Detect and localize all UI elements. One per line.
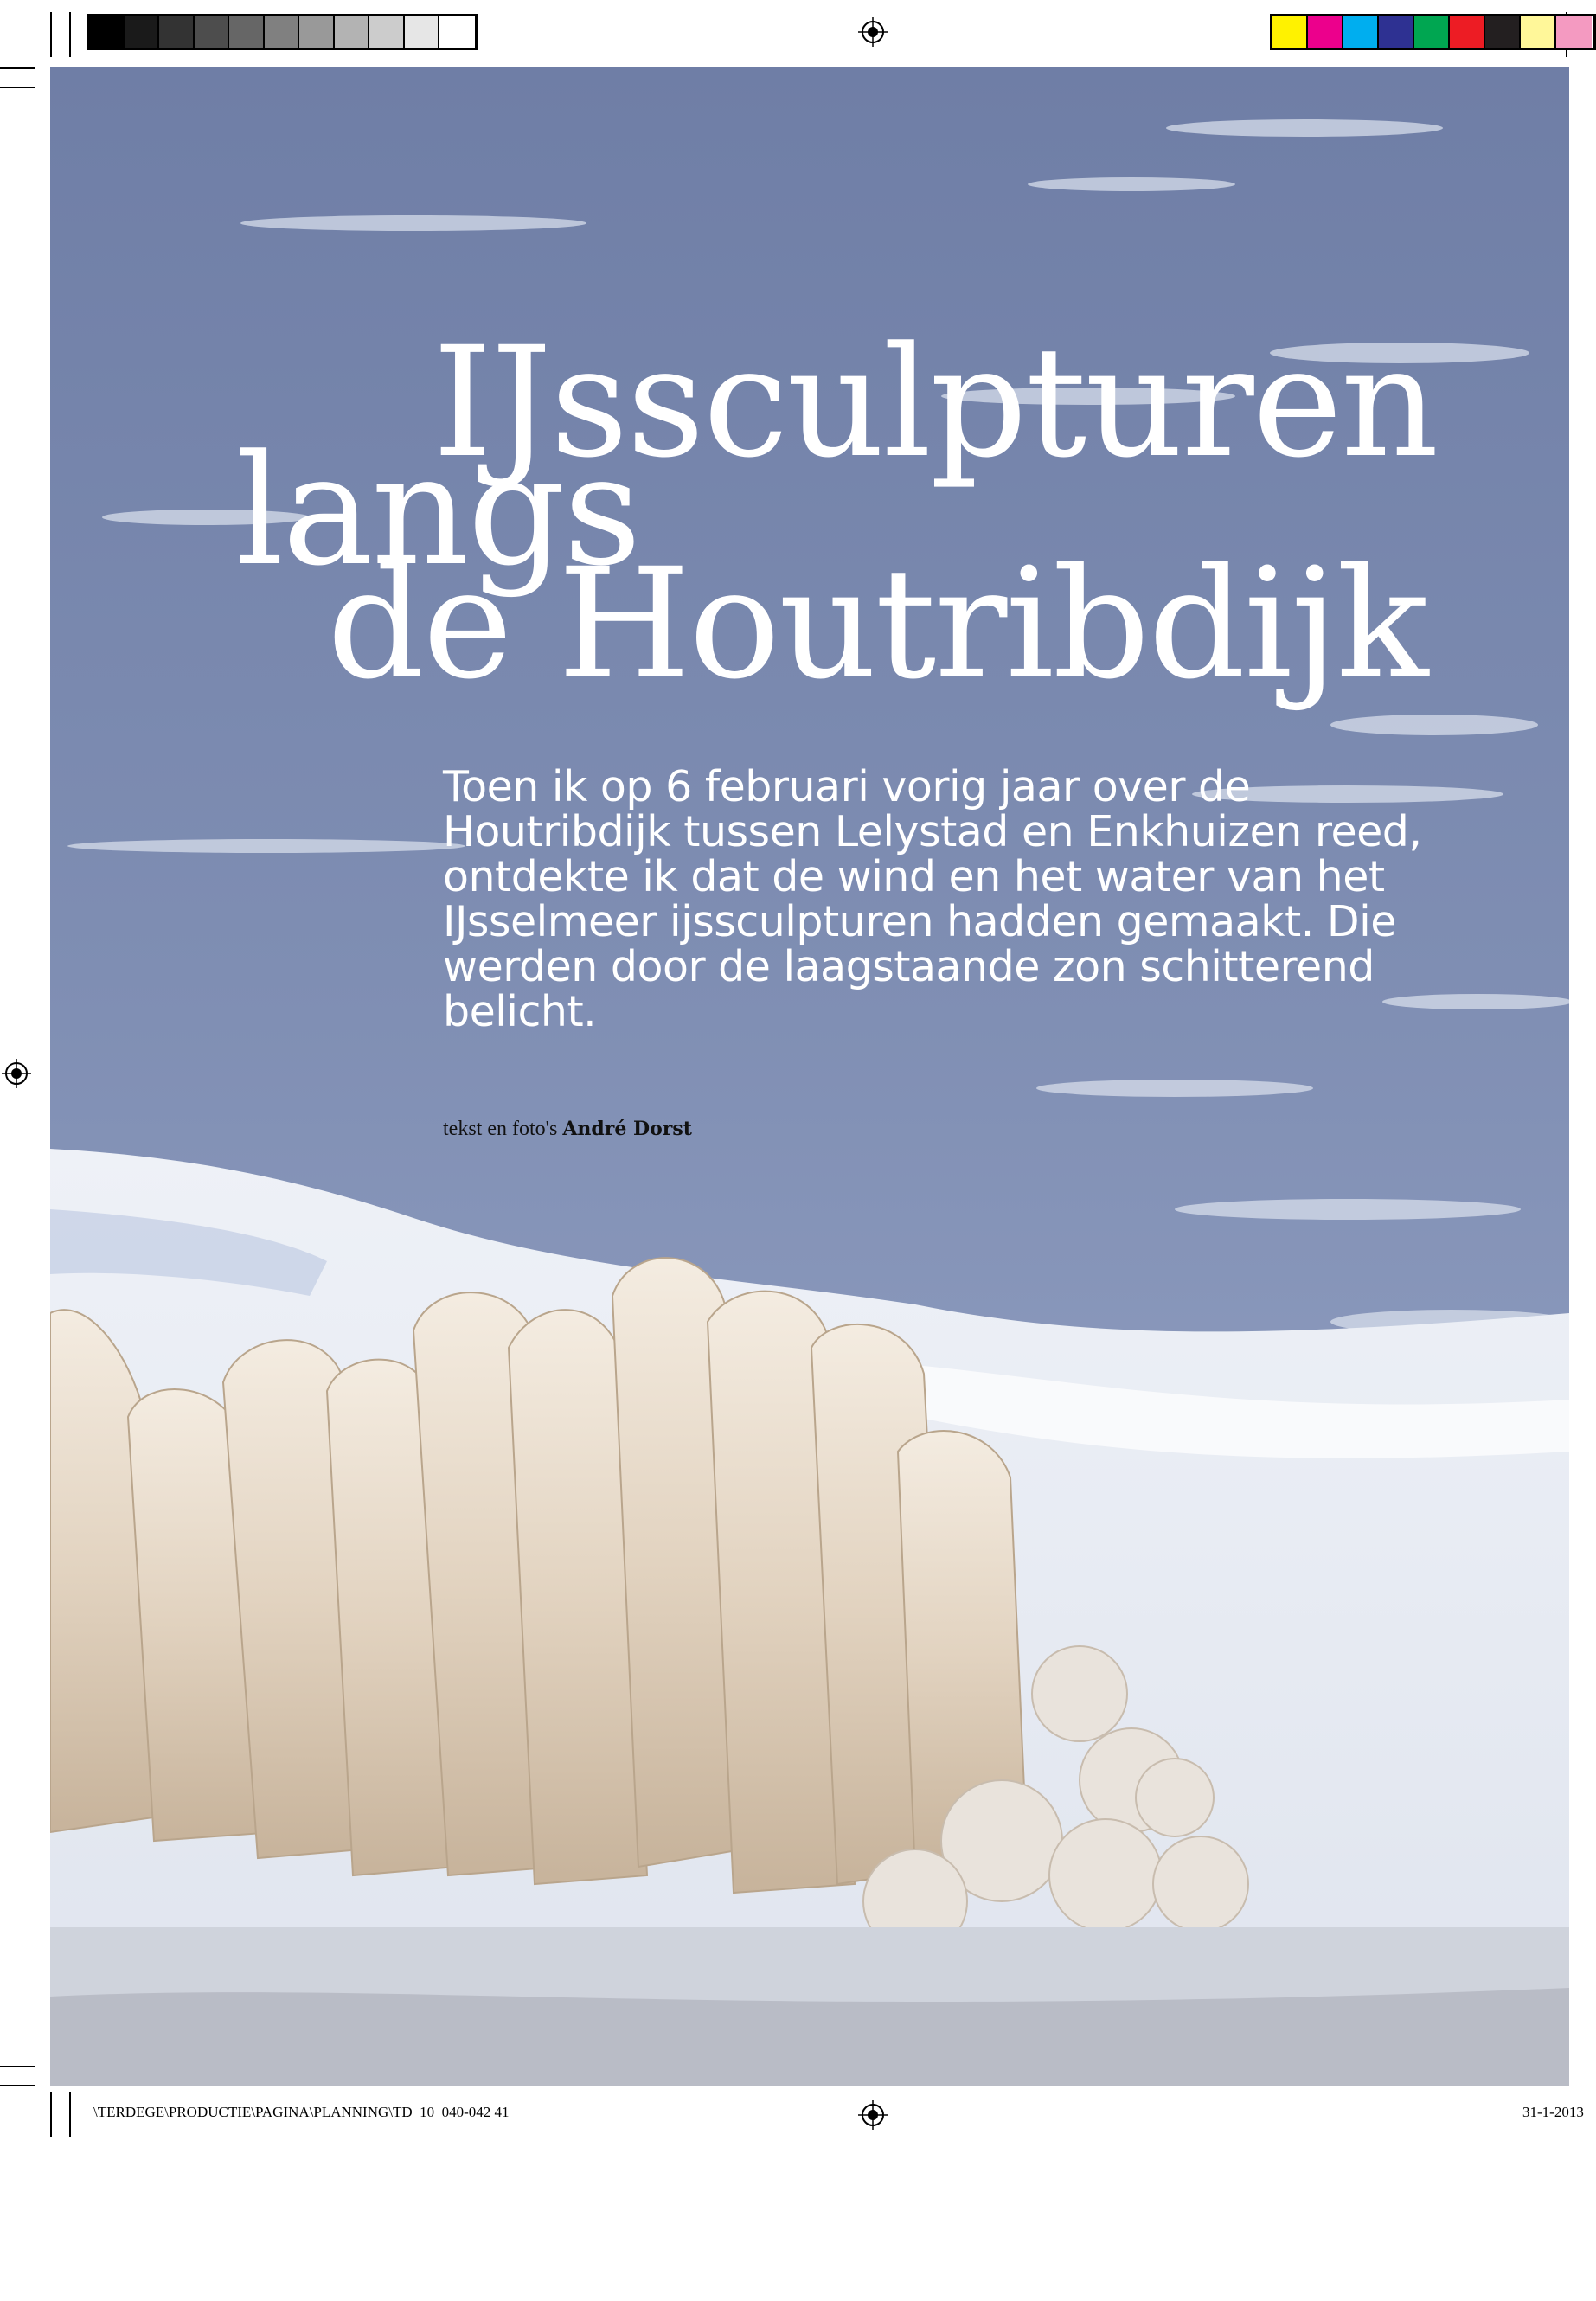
process-swatch [1556, 16, 1592, 48]
crop-mark [50, 2092, 52, 2137]
crop-mark [0, 2085, 35, 2086]
byline-author: André Dorst [562, 1118, 692, 1140]
crop-mark [0, 87, 35, 88]
process-swatch [1414, 16, 1450, 48]
process-swatch [1485, 16, 1521, 48]
slug-file-path: \TERDEGE\PRODUCTIE\PAGINA\PLANNING\TD_10_040-042 41 [93, 2104, 510, 2120]
gray-swatch [125, 16, 160, 48]
headline-line-2: langs [235, 422, 640, 599]
gray-swatch [405, 16, 440, 48]
crop-mark [0, 67, 35, 69]
gray-swatch [335, 16, 370, 48]
process-swatch [1343, 16, 1379, 48]
crop-mark [69, 12, 71, 57]
intro-paragraph: Toen ik op 6 februari vorig jaar over de Houtribdijk tussen Lelystad en Enkhuizen reed, ontdekte ik dat de wind en het water van het IJsselmeer ijssculpturen hadden gemaakt. Die werden door de laagstaande zon schitterend belicht. [443, 762, 1422, 1036]
headline-line-1: IJssculpturen [433, 314, 1438, 491]
process-swatch [1272, 16, 1308, 48]
crop-mark [0, 2066, 35, 2067]
registration-mark-icon [858, 2100, 888, 2130]
gray-swatch [159, 16, 195, 48]
gray-swatch [229, 16, 265, 48]
slug-date: 31-1-2013 [1522, 2104, 1584, 2120]
crop-mark [69, 2092, 71, 2137]
process-color-bar [1270, 14, 1596, 50]
byline-prefix: tekst en foto's [443, 1118, 563, 1140]
process-swatch [1308, 16, 1343, 48]
gray-swatch [195, 16, 230, 48]
byline [443, 1118, 692, 1141]
gray-swatch [369, 16, 405, 48]
process-swatch [1379, 16, 1414, 48]
grayscale-color-bar [87, 14, 478, 50]
process-swatch [1521, 16, 1556, 48]
registration-mark-icon [858, 17, 888, 47]
headline-line-3: de Houtribdijk [327, 535, 1427, 713]
registration-mark-icon [2, 1059, 31, 1088]
gray-swatch [265, 16, 300, 48]
crop-mark [50, 12, 52, 57]
gray-swatch [299, 16, 335, 48]
gray-swatch [439, 16, 475, 48]
gray-swatch [89, 16, 125, 48]
process-swatch [1450, 16, 1485, 48]
